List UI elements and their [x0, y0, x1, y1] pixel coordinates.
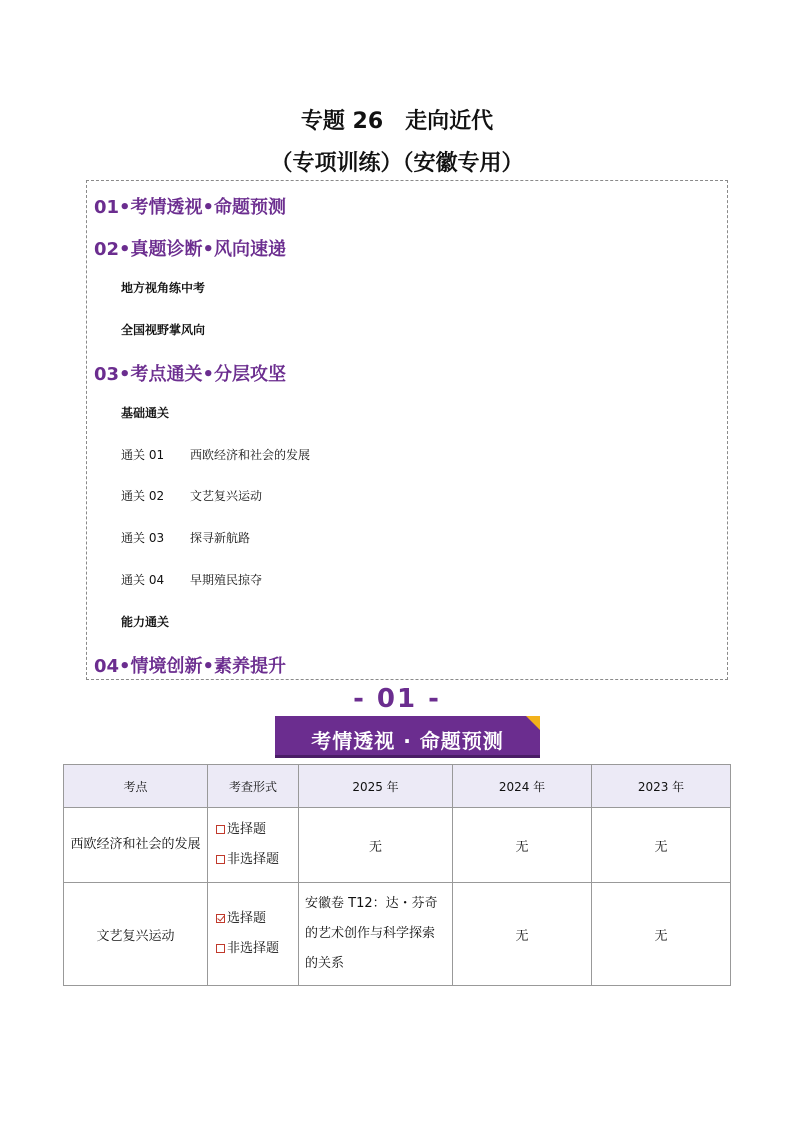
option-choice [216, 815, 292, 845]
banner-corner-decoration [526, 716, 540, 730]
toc-item-04[interactable] [121, 571, 262, 588]
header-2025: 2025 年 [299, 765, 453, 808]
toc-item-number: 通关 01 [121, 448, 165, 462]
option-label: 选择题 [227, 911, 267, 926]
table-row [64, 883, 731, 986]
toc-item-number: 通关 02 [121, 489, 165, 503]
cell-2024: 无 [453, 883, 592, 986]
section-banner [275, 716, 540, 758]
toc-sub-national[interactable]: 全国视野掌风向 [121, 323, 206, 337]
checkbox-icon[interactable] [216, 855, 225, 864]
toc-sub-basic[interactable]: 基础通关 [121, 406, 170, 420]
toc-item-number: 通关 03 [121, 531, 165, 545]
cell-2025: 安徽卷 T12：达・芬奇的艺术创作与科学探索的关系 [299, 883, 453, 986]
option-choice [216, 904, 292, 934]
page-subtitle: （专项训练）（安徽专用） [270, 151, 524, 176]
toc-item-02[interactable] [121, 487, 262, 504]
cell-topic: 西欧经济和社会的发展 [64, 808, 208, 883]
checked-checkbox-icon[interactable] [216, 914, 225, 923]
section-number: - 01 - [353, 684, 441, 714]
cell-2023: 无 [592, 883, 731, 986]
header-form: 考查形式 [208, 765, 299, 808]
cell-2025: 无 [299, 808, 453, 883]
page-title: 专题 26 走向近代 [300, 109, 494, 134]
toc-item-label: 早期殖民掠夺 [190, 573, 263, 587]
checkbox-icon[interactable] [216, 944, 225, 953]
checkbox-icon[interactable] [216, 825, 225, 834]
header-2024: 2024 年 [453, 765, 592, 808]
toc-sub-ability[interactable]: 能力通关 [121, 615, 170, 629]
toc-item-number: 通关 04 [121, 573, 165, 587]
toc-item-label: 西欧经济和社会的发展 [190, 448, 311, 462]
toc-item-label: 文艺复兴运动 [190, 489, 263, 503]
option-non-choice [216, 845, 292, 875]
exam-analysis-table [63, 764, 731, 986]
toc-section-03[interactable]: 03•考点通关•分层攻坚 [94, 364, 287, 385]
option-label: 非选择题 [227, 852, 280, 867]
toc-item-03[interactable] [121, 529, 250, 546]
toc-sub-local[interactable]: 地方视角练中考 [121, 281, 206, 295]
option-label: 选择题 [227, 822, 267, 837]
option-non-choice [216, 934, 292, 964]
header-topic: 考点 [64, 765, 208, 808]
toc-item-label: 探寻新航路 [190, 531, 251, 545]
cell-form [208, 808, 299, 883]
cell-topic: 文艺复兴运动 [64, 883, 208, 986]
cell-2024: 无 [453, 808, 592, 883]
toc-section-01[interactable]: 01•考情透视•命题预测 [94, 197, 287, 218]
option-label: 非选择题 [227, 941, 280, 956]
cell-form [208, 883, 299, 986]
header-2023: 2023 年 [592, 765, 731, 808]
table-header-row [64, 765, 731, 808]
toc-section-04[interactable]: 04•情境创新•素养提升 [94, 656, 287, 677]
toc-section-02[interactable]: 02•真题诊断•风向速递 [94, 239, 287, 260]
cell-2023: 无 [592, 808, 731, 883]
table-row [64, 808, 731, 883]
table-of-contents [86, 180, 728, 680]
section-banner-label: 考情透视 · 命题预测 [311, 729, 504, 753]
toc-item-01[interactable] [121, 446, 310, 463]
